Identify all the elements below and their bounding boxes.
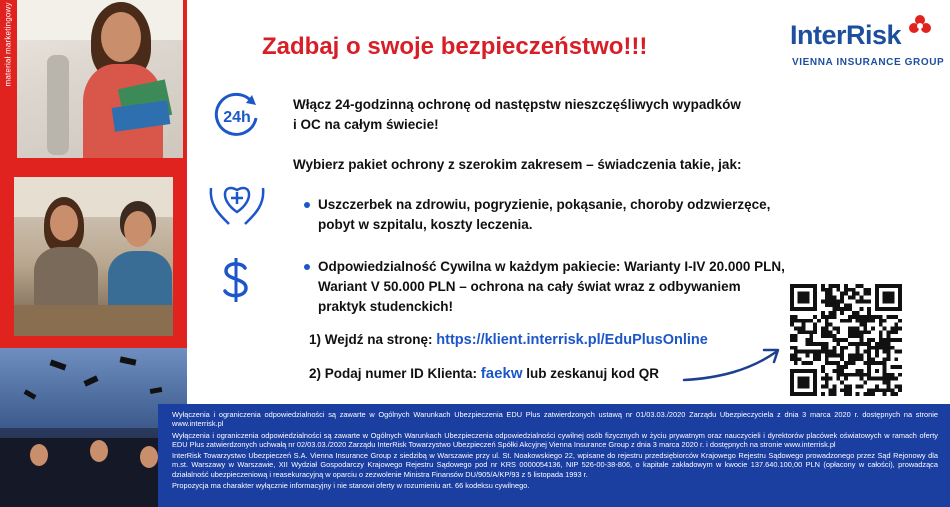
intro-line-2: i OC na całym świecie! <box>293 117 439 132</box>
student-photo <box>17 0 183 158</box>
client-portal-link[interactable]: https://klient.interrisk.pl/EduPlusOnline <box>436 332 708 348</box>
bullet-2-line-3: praktyk studenckich! <box>318 299 454 314</box>
footer-paragraph: Wyłączenia i ograniczenia odpowiedzialności są zawarte w Ogólnych Warunkach Ubezpieczenia odpowiedzialności cywilnej osób fizycznych w życiu prywatnym oraz nauczycieli i dyrektorów placówek oświatowych w ramach oferty EDU Plus zatwierdzonych uchwałą nr 02/03.03./2020 Zarządu InterRisk Towarzystwo Ubezpieczeń Spółki Akcyjnej Vienna Insurance Group z dnia 3 marca 2020 r. i dostępnych na stronie www.interrisk.pl <box>172 430 938 449</box>
step-2-label: 2) Podaj numer ID Klienta: <box>309 366 478 381</box>
bullet-dot <box>304 202 310 208</box>
bullet-2-line-2: Wariant V 50.000 PLN – ochrona na cały świat wraz z odbywaniem <box>318 279 741 294</box>
bullet-health <box>318 195 770 235</box>
step-2-suffix: lub zeskanuj kod QR <box>526 366 660 381</box>
choose-package-text: Wybierz pakiet ochrony z szerokim zakresem – świadczenia takie, jak: <box>293 157 742 172</box>
legal-footer-text <box>172 410 938 492</box>
step-2 <box>309 364 659 384</box>
health-hands-icon <box>207 172 267 228</box>
footer-paragraph: InterRisk Towarzystwo Ubezpieczeń S.A. Vienna Insurance Group z siedzibą w Warszawie przy ul. St. Noakowskiego 22, wpisane do rejestru przedsiębiorców Krajowego Rejestru Sądowego prowadzonego przez Sąd Rejonowy dla m.st. Warszawy w Warszawie, XII Wydział Gospodarczy Krajowego Rejestru Sądowego pod nr KRS 0000054136, NIP 526-00-38-806, o kapitale zakładowym w kwocie 137.640.100,00 PLN (opłacony w całości), prowadząca działalność ubezpieczeniową i reasekuracyjną w oparciu o zezwolenie Ministra Finansów DU/905/A/KP/93 z 5 listopada 1993 r. <box>172 451 938 479</box>
bullet-2-line-1: Odpowiedzialność Cywilna w każdym pakiecie: Warianty I-IV 20.000 PLN, <box>318 259 785 274</box>
page-title: Zadbaj o swoje bezpieczeństwo!!! <box>262 33 648 60</box>
intro-text <box>293 95 741 135</box>
arrow-icon <box>680 340 786 386</box>
footer-paragraph: Wyłączenia i ograniczenia odpowiedzialności są zawarte w Ogólnych Warunkach Ubezpieczenia EDU Plus zatwierdzonych ustawą nr 01/03.03./2020 Zarządu Ubezpieczyciela z dnia 3 marca 2020 r. dostępnych na stronie www.interrisk.pl <box>172 410 938 429</box>
marketing-label: materiał marketingowy <box>3 2 13 87</box>
qr-code[interactable] <box>790 284 902 396</box>
intro-line-1: Włącz 24-godzinną ochronę od następstw nieszczęśliwych wypadków <box>293 97 741 112</box>
client-id: faekw <box>480 365 523 382</box>
brand-logo: InterRisk <box>790 20 902 50</box>
bullet-1-line-1: Uszczerbek na zdrowiu, pogryzienie, pokąsanie, choroby odzwierzęce, <box>318 197 771 212</box>
logo-subtitle: VIENNA INSURANCE GROUP <box>792 57 945 68</box>
bullet-dot <box>304 264 310 270</box>
logo-flower-icon <box>908 14 932 38</box>
footer-paragraph: Propozycja ma charakter wyłącznie informacyjny i nie stanowi oferty w rozumieniu art. 66 kodeksu cywilnego. <box>172 481 530 491</box>
step-1-label: 1) Wejdź na stronę: <box>309 332 433 347</box>
step-1 <box>309 330 708 350</box>
bullet-liability <box>318 257 785 317</box>
icon-24h-text: 24h <box>223 109 251 126</box>
classroom-photo <box>14 177 173 336</box>
bullet-1-line-2: pobyt w szpitalu, koszty leczenia. <box>318 217 533 232</box>
clock-24h-icon <box>212 90 262 140</box>
dollar-icon <box>220 256 252 304</box>
